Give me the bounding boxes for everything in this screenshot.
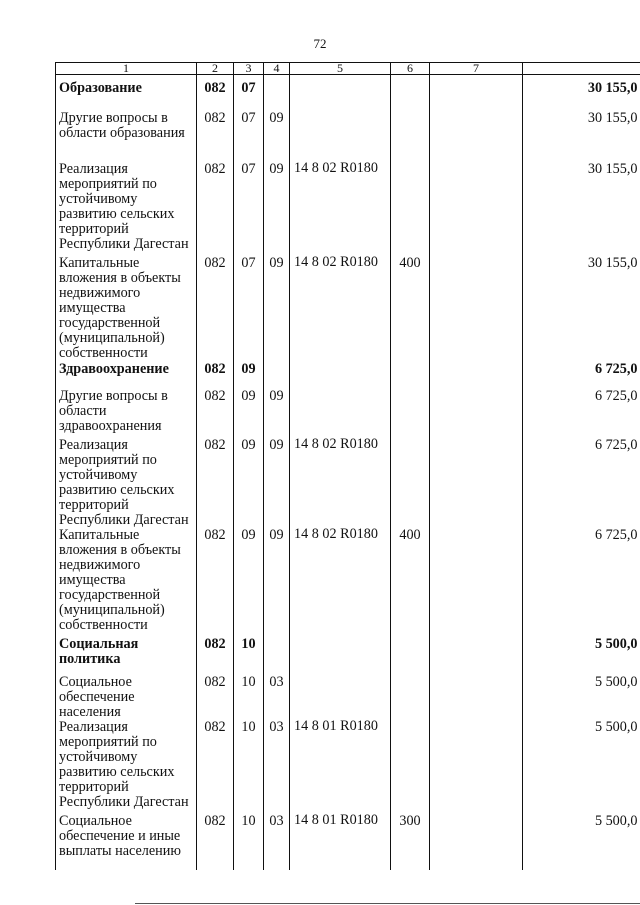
column-header-2: 2 [197,63,234,75]
amount-cell: 6 725,0 [523,528,640,633]
col4-cell: 09 [264,528,290,633]
col3-cell: 09 [234,438,264,528]
table-row [56,385,640,438]
col3-cell: 09 [234,528,264,633]
table-row [56,157,640,254]
col5-cell [290,75,391,106]
row-name-cell: Другие вопросы в области образования [56,106,197,157]
col2-cell: 082 [197,528,234,633]
table-row [56,720,640,814]
col6-cell [391,675,430,720]
amount-cell: 5 500,0 [523,633,640,675]
col4-cell [264,633,290,675]
row-name-cell: Другие вопросы в области здравоохранения [56,385,197,438]
table-row [56,106,640,157]
col5-cell [290,361,391,385]
col2-cell: 082 [197,633,234,675]
column-header-amount [523,63,640,75]
col2-cell: 082 [197,361,234,385]
col2-cell: 082 [197,106,234,157]
bottom-rule [135,903,640,904]
col2-cell: 082 [197,157,234,254]
col7-cell [430,75,523,106]
col5-cell: 14 8 01 R0180 [290,720,391,814]
col2-cell: 082 [197,438,234,528]
amount-cell: 6 725,0 [523,361,640,385]
col7-cell [430,720,523,814]
amount-cell: 6 725,0 [523,438,640,528]
row-name-cell: Здравоохранение [56,361,197,385]
col5-cell [290,633,391,675]
col3-cell: 07 [234,157,264,254]
column-header-1: 1 [56,63,197,75]
col4-cell: 03 [264,720,290,814]
col5-cell [290,106,391,157]
col5-cell: 14 8 02 R0180 [290,157,391,254]
col7-cell [430,633,523,675]
col3-cell: 07 [234,254,264,361]
col5-cell [290,675,391,720]
col6-cell: 400 [391,254,430,361]
row-name-cell: Капитальные вложения в объекты недвижимого имущества государственной (муниципальной) собственности [56,254,197,361]
col2-cell: 082 [197,814,234,870]
amount-cell: 30 155,0 [523,106,640,157]
row-name-cell: Реализация мероприятий по устойчивому развитию сельских территорий Республики Дагестан [56,157,197,254]
amount-cell: 5 500,0 [523,675,640,720]
col6-cell [391,75,430,106]
col7-cell [430,385,523,438]
col4-cell: 03 [264,675,290,720]
row-name-cell: Реализация мероприятий по устойчивому развитию сельских территорий Республики Дагестан [56,720,197,814]
col4-cell: 09 [264,385,290,438]
col3-cell: 07 [234,106,264,157]
col5-cell: 14 8 02 R0180 [290,438,391,528]
col3-cell: 10 [234,720,264,814]
amount-cell: 30 155,0 [523,254,640,361]
budget-table [55,62,640,870]
column-header-6: 6 [391,63,430,75]
col4-cell [264,75,290,106]
col4-cell: 09 [264,254,290,361]
row-name-cell: Образование [56,75,197,106]
col5-cell [290,385,391,438]
column-header-7: 7 [430,63,523,75]
table-row [56,633,640,675]
col6-cell [391,157,430,254]
col3-cell: 07 [234,75,264,106]
row-name-cell: Реализация мероприятий по устойчивому развитию сельских территорий Республики Дагестан [56,438,197,528]
col2-cell: 082 [197,385,234,438]
col3-cell: 10 [234,633,264,675]
column-header-4: 4 [264,63,290,75]
col2-cell: 082 [197,75,234,106]
col6-cell [391,106,430,157]
col7-cell [430,528,523,633]
col3-cell: 10 [234,675,264,720]
col3-cell: 10 [234,814,264,870]
col3-cell: 09 [234,385,264,438]
header-row [56,63,640,75]
col4-cell: 03 [264,814,290,870]
table-row [56,254,640,361]
row-name-cell: Капитальные вложения в объекты недвижимого имущества государственной (муниципальной) собственности [56,528,197,633]
col3-cell: 09 [234,361,264,385]
col6-cell: 300 [391,814,430,870]
amount-cell: 30 155,0 [523,75,640,106]
col4-cell: 09 [264,157,290,254]
col4-cell: 09 [264,438,290,528]
amount-cell: 5 500,0 [523,814,640,870]
amount-cell: 5 500,0 [523,720,640,814]
col6-cell [391,633,430,675]
col6-cell [391,385,430,438]
col7-cell [430,438,523,528]
amount-cell: 6 725,0 [523,385,640,438]
row-name-cell: Социальное обеспечение населения [56,675,197,720]
col7-cell [430,106,523,157]
row-name-cell: Социальная политика [56,633,197,675]
page-number: 72 [313,36,327,51]
table-row [56,528,640,633]
table-row [56,438,640,528]
col6-cell [391,438,430,528]
col6-cell: 400 [391,528,430,633]
col7-cell [430,814,523,870]
row-name-cell: Социальное обеспечение и иные выплаты населению [56,814,197,870]
col7-cell [430,361,523,385]
column-header-5: 5 [290,63,391,75]
col4-cell: 09 [264,106,290,157]
table-row [56,675,640,720]
col2-cell: 082 [197,720,234,814]
table-row [56,75,640,106]
table-row [56,361,640,385]
budget-table-container [55,62,640,870]
col2-cell: 082 [197,675,234,720]
table-row [56,814,640,870]
col6-cell [391,361,430,385]
col7-cell [430,254,523,361]
col2-cell: 082 [197,254,234,361]
column-header-3: 3 [234,63,264,75]
col7-cell [430,157,523,254]
col5-cell: 14 8 01 R0180 [290,814,391,870]
col4-cell [264,361,290,385]
col5-cell: 14 8 02 R0180 [290,528,391,633]
col5-cell: 14 8 02 R0180 [290,254,391,361]
col6-cell [391,720,430,814]
amount-cell: 30 155,0 [523,157,640,254]
col7-cell [430,675,523,720]
